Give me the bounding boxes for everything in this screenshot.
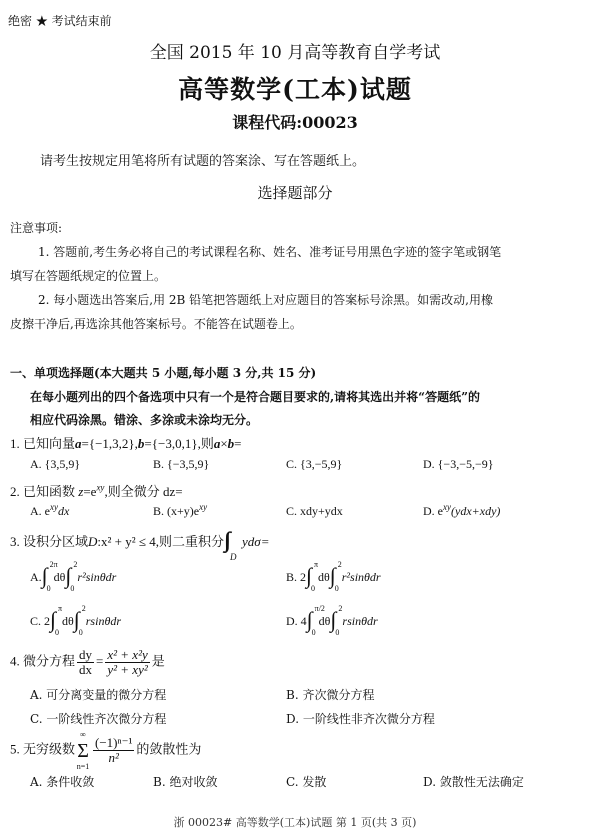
part1-heading: 一、单项选择题(本大题共 5 小题,每小题 3 分,共 15 分)	[10, 366, 317, 380]
integral-symbol: ∫ π 0	[306, 560, 319, 593]
note-2-line-2: 皮擦干净后,再选涂其他答案标号。不能答在试题卷上。	[10, 317, 302, 331]
page-footer: 浙 00023# 高等数学(工本)试题 第 1 页(共 3 页)	[173, 816, 417, 829]
question-4-stem: 4. 微分方程 $\frac{dy}{dx}$ = $\frac{\text{x² + x²y}}{\text{y² + xy²}}$ 是	[10, 647, 165, 677]
q3-option-b: B. 2 ∫ π 0 dθ ∫ 2 0 r²sinθdr	[286, 560, 381, 593]
q5-option-d: D. 敛散性无法确定	[423, 775, 524, 789]
q1-option-a: A. {3,5,9}	[30, 457, 81, 471]
integral-symbol: ∫ 2 0	[65, 560, 78, 593]
note-1-line-1: 1. 答题前,考生务必将自己的考试课程名称、姓名、准考证号用黑色字迹的签字笔或钢笔	[38, 245, 502, 259]
q4-option-d: D. 一阶线性非齐次微分方程	[286, 712, 435, 726]
q2-option-a: A. $e^{xy}dx$	[30, 502, 70, 518]
double-integral-symbol: ∫∫ D	[224, 527, 237, 562]
integral-symbol: ∫ 2 0	[329, 560, 342, 593]
q2-option-b: B. $(x+y)e^{xy}$	[153, 502, 208, 518]
q5-option-c: C. 发散	[286, 775, 327, 789]
note-1-line-2: 填写在答题纸规定的位置上。	[10, 269, 167, 283]
integral-symbol: ∫ 2 0	[330, 604, 343, 637]
q4-option-a: A. 可分离变量的微分方程	[30, 688, 167, 702]
q2-option-c: C. xdy+ydx	[286, 504, 343, 518]
q5-option-a: A. 条件收敛	[30, 775, 95, 789]
integral-symbol: ∫ 2 0	[73, 604, 86, 637]
subject-title: 高等数学(工本)试题	[178, 75, 412, 104]
question-3-stem: 3. 设积分区域D:x² + y² ≤ 4,则二重积分 ∫∫ D ydσ=	[10, 527, 270, 562]
q3-option-c: C. 2 ∫ π 0 dθ ∫ 2 0 rsinθdr	[30, 604, 122, 637]
secret-mark: 绝密 ★ 考试结束前	[8, 14, 112, 28]
q4-option-c: C. 一阶线性齐次微分方程	[30, 712, 167, 726]
q5-option-b: B. 绝对收敛	[153, 775, 218, 789]
q3-option-d: D. 4 ∫ π/2 0 dθ ∫ 2 0 rsinθdr	[286, 604, 378, 637]
lhs-fraction: $\frac{dy}{dx}$	[79, 647, 93, 677]
series-term-fraction: $\frac{\text{(−1)ⁿ⁻¹}}{\text{n²}}$	[95, 735, 133, 765]
q3-option-a: A. ∫ 2π 0 dθ ∫ 2 0 r²sinθdr	[30, 560, 117, 593]
question-5-stem: 5. 无穷级数 ∞ Σ n=1 $\frac{\text{(−1)ⁿ⁻¹}}{\text{n²}}$ 的敛散性为	[10, 729, 202, 771]
question-2-stem: 2. 已知函数 $z=e^{xy}$,则全微分 dz=	[10, 482, 183, 499]
exam-title: 全国 2015 年 10 月高等教育自学考试	[149, 43, 441, 63]
part1-desc-line-2: 相应代码涂黑。错涂、多涂或未涂均无分。	[30, 413, 259, 427]
integral-symbol: ∫ 2π 0	[41, 560, 58, 593]
notes-heading: 注意事项:	[10, 221, 63, 235]
section-title: 选择题部分	[257, 184, 333, 202]
part1-desc-line-1: 在每小题列出的四个备选项中只有一个是符合题目要求的,请将其选出并将“答题纸”的	[30, 390, 480, 404]
note-2-line-1: 2. 每小题选出答案后,用 2B 铅笔把答题纸上对应题目的答案标号涂黑。如需改动,用橡	[38, 293, 493, 307]
q2-option-d: D. $e^{xy}(ydx+xdy)$	[423, 502, 501, 518]
answer-instruction: 请考生按规定用笔将所有试题的答案涂、写在答题纸上。	[40, 154, 366, 169]
q1-option-c: C. {3,−5,9}	[286, 457, 343, 471]
question-1-stem: 1. 已知向量a={−1,3,2},b={−3,0,1},则a×b=	[10, 436, 242, 451]
integral-symbol: ∫ π/2 0	[306, 604, 325, 637]
course-code: 课程代码:00023	[232, 113, 358, 132]
rhs-fraction: $\frac{\text{x² + x²y}}{\text{y² + xy²}}$	[107, 647, 148, 677]
q4-option-b: B. 齐次微分方程	[286, 688, 375, 702]
q1-option-d: D. {−3,−5,−9}	[423, 457, 494, 471]
summation-symbol: ∞ Σ n=1	[76, 729, 90, 771]
integral-symbol: ∫ π 0	[50, 604, 63, 637]
q1-option-b: B. {−3,5,9}	[153, 457, 210, 471]
